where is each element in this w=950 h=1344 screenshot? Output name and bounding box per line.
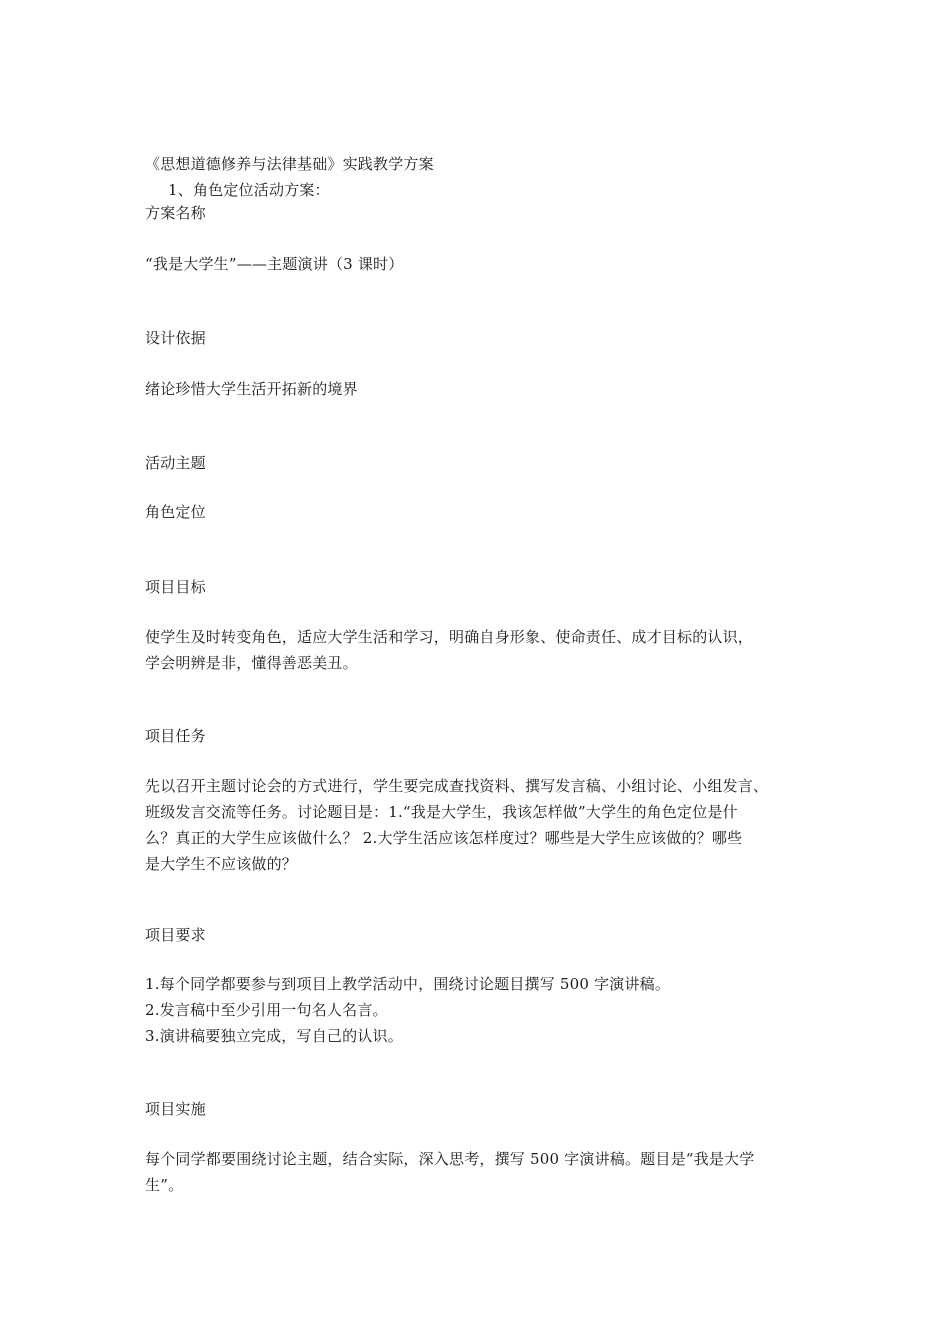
- document-title: 《思想道德修养与法律基础》实践教学方案: [145, 155, 434, 173]
- requirement-list: [145, 971, 815, 1049]
- task-label: 项目任务: [145, 727, 206, 745]
- task-paragraph: [145, 773, 815, 877]
- theme-label: 活动主题: [145, 454, 206, 472]
- theme-value: 角色定位: [145, 503, 206, 521]
- implementation-line: 每个同学都要围绕讨论主题，结合实际，深入思考，撰写 500 字演讲稿。题目是“我是大学: [145, 1150, 755, 1168]
- basis-value: 绪论珍惜大学生活开拓新的境界: [145, 380, 358, 398]
- implementation-line: 生”。: [145, 1176, 184, 1194]
- requirement-label: 项目要求: [145, 926, 206, 944]
- section-subtitle: 1、角色定位活动方案：: [168, 181, 330, 199]
- requirement-item: 1.每个同学都要参与到项目上教学活动中，围绕讨论题目撰写 500 字演讲稿。: [145, 975, 671, 993]
- requirement-item: 3.演讲稿要独立完成，写自己的认识。: [145, 1027, 403, 1045]
- goal-paragraph: [145, 624, 815, 676]
- task-line: 么？真正的大学生应该做什么？ 2.大学生活应该怎样度过？哪些是大学生应该做的？哪些: [145, 829, 743, 847]
- scheme-name-label: 方案名称: [145, 204, 206, 222]
- goal-line: 学会明辨是非，懂得善恶美丑。: [145, 654, 358, 672]
- scheme-name-value: “我是大学生”——主题演讲（3 课时）: [145, 255, 404, 273]
- requirement-item: 2.发言稿中至少引用一句名人名言。: [145, 1001, 388, 1019]
- implementation-label: 项目实施: [145, 1100, 206, 1118]
- goal-label: 项目目标: [145, 578, 206, 596]
- task-line: 班级发言交流等任务。讨论题目是：1.“我是大学生，我该怎样做”大学生的角色定位是什: [145, 803, 738, 821]
- implementation-paragraph: [145, 1146, 815, 1198]
- task-line: 是大学生不应该做的？: [145, 855, 298, 873]
- task-line: 先以召开主题讨论会的方式进行，学生要完成查找资料、撰写发言稿、小组讨论、小组发言、: [145, 777, 769, 795]
- basis-label: 设计依据: [145, 329, 206, 347]
- goal-line: 使学生及时转变角色，适应大学生活和学习，明确自身形象、使命责任、成才目标的认识，: [145, 628, 754, 646]
